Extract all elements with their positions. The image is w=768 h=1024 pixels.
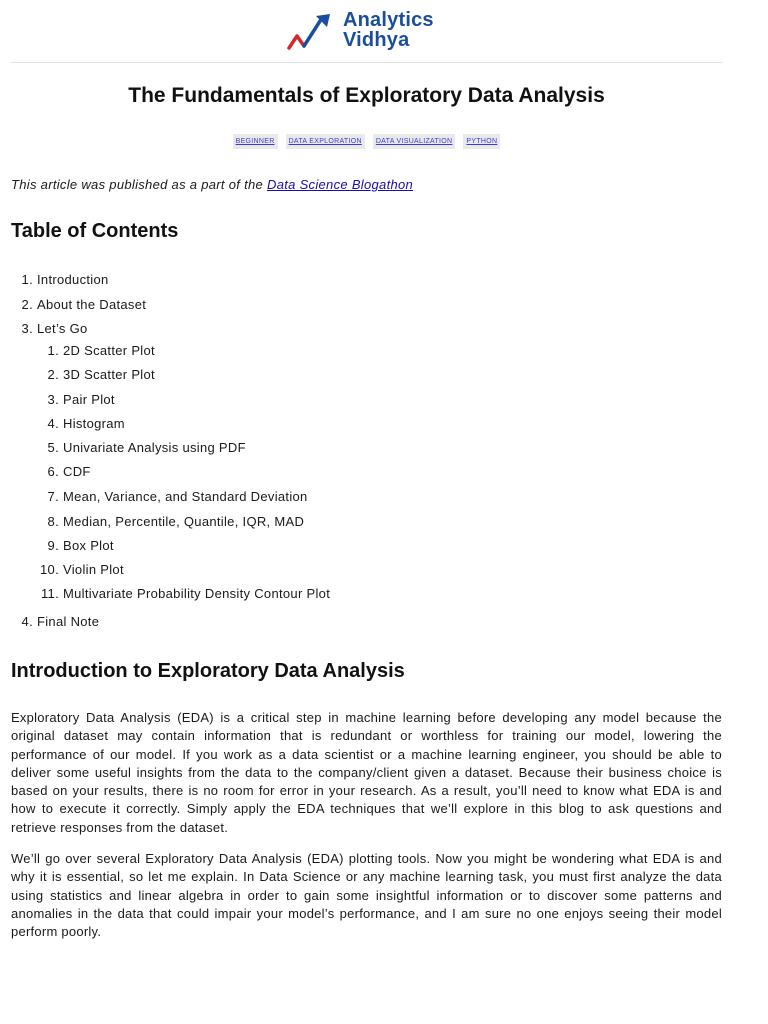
toc-item-label: Violin Plot (63, 562, 124, 577)
toc-item-final-note[interactable] (11, 614, 99, 629)
toc-item-number: 10. (40, 562, 59, 577)
toc-subitem-histogram[interactable] (11, 416, 125, 431)
tag-data-visualization[interactable]: DATA VISUALIZATION (373, 134, 456, 149)
tag-beginner[interactable]: BEGINNER (233, 134, 278, 149)
brand-name (343, 10, 434, 50)
toc-item-label: Box Plot (63, 538, 114, 553)
toc-item-number: 1. (47, 343, 59, 358)
toc-subitem-3d-scatter[interactable] (11, 367, 155, 382)
toc-subitem-median[interactable] (11, 514, 304, 529)
toc-item-label: 2D Scatter Plot (63, 343, 155, 358)
byline-text: This article was published as a part of the (11, 177, 267, 192)
toc-item-number: 7. (47, 489, 59, 504)
toc-subitem-mean-variance[interactable] (11, 489, 308, 504)
toc-item-label: 3D Scatter Plot (63, 367, 155, 382)
toc-subitem-2d-scatter[interactable] (11, 343, 155, 358)
intro-heading: Introduction to Exploratory Data Analysis (11, 660, 405, 682)
tag-data-exploration[interactable]: DATA EXPLORATION (286, 134, 365, 149)
toc-item-number: 3. (21, 321, 33, 336)
tag-python[interactable]: PYTHON (463, 134, 500, 149)
toc-item-label: Let’s Go (37, 321, 88, 336)
tag-list (11, 134, 722, 149)
toc-item-number: 11. (40, 586, 59, 601)
toc-item-label: Final Note (37, 614, 100, 629)
toc-item-number: 8. (47, 514, 59, 529)
toc-item-number: 6. (47, 464, 59, 479)
toc-item-number: 5. (47, 440, 59, 455)
toc-subitem-cdf[interactable] (11, 464, 91, 479)
toc-item-label: Multivariate Probability Density Contour Plot (63, 586, 331, 601)
toc-item-number: 2. (47, 367, 59, 382)
brand-line-1: Analytics (343, 9, 434, 31)
blogathon-link[interactable]: Data Science Blogathon (267, 177, 414, 192)
toc-item-number: 3. (47, 392, 59, 407)
byline (11, 177, 413, 192)
toc-item-lets-go[interactable] (11, 321, 88, 336)
toc-item-label: Histogram (63, 416, 125, 431)
toc-item-about-dataset[interactable] (11, 297, 146, 312)
toc-subitem-pair-plot[interactable] (11, 392, 115, 407)
trend-arrow-icon (287, 12, 337, 52)
toc-item-number: 4. (21, 614, 33, 629)
analytics-vidhya-logo[interactable] (287, 10, 457, 56)
toc-item-label: Univariate Analysis using PDF (63, 440, 246, 455)
toc-item-label: Mean, Variance, and Standard Deviation (63, 489, 308, 504)
toc-item-label: Median, Percentile, Quantile, IQR, MAD (63, 514, 305, 529)
toc-item-label: About the Dataset (37, 297, 147, 312)
toc-heading: Table of Contents (11, 220, 179, 242)
toc-subitem-pdf[interactable] (11, 440, 246, 455)
toc-item-number: 1. (21, 272, 33, 287)
toc-item-number: 9. (47, 538, 59, 553)
toc-subitem-contour-plot[interactable] (11, 586, 330, 601)
toc-item-label: CDF (63, 464, 91, 479)
toc-item-number: 2. (21, 297, 33, 312)
toc-subitem-violin-plot[interactable] (11, 562, 124, 577)
toc-item-label: Pair Plot (63, 392, 115, 407)
toc-item-number: 4. (47, 416, 59, 431)
toc-item-introduction[interactable] (11, 272, 109, 287)
toc-item-label: Introduction (37, 272, 109, 287)
intro-paragraph-1: Exploratory Data Analysis (EDA) is a critical step in machine learning before developing any model because the original dataset may contain information that is redundant or worthless for training our model, lowering the performance of our model. If you work as a data scientist or a machine learning engineer, you should be able to deliver some useful insights from the data to the company/client given a dataset. Because their business choice is based on your results, there is no room for error in your research. As a result, you’ll need to know what EDA is and how to execute it correctly. Simply apply the EDA techniques that we’ll explore in this blog to ask questions and retrieve responses from the dataset. (11, 710, 722, 835)
toc-subitem-box-plot[interactable] (11, 538, 114, 553)
article-title: The Fundamentals of Exploratory Data Analysis (128, 84, 605, 107)
brand-line-2: Vidhya (343, 29, 410, 51)
header-divider (11, 62, 722, 63)
intro-paragraph-2: We’ll go over several Exploratory Data Analysis (EDA) plotting tools. Now you might be wondering what EDA is and why it is essential, so let me explain. In Data Science or any machine learning task, you must first analyze the data using statistics and linear algebra in order to gain some insightful information or to discover some patterns and anomalies in the data that could impair your model’s performance, and I am sure no one enjoys seeing their model perform poorly. (11, 851, 722, 940)
